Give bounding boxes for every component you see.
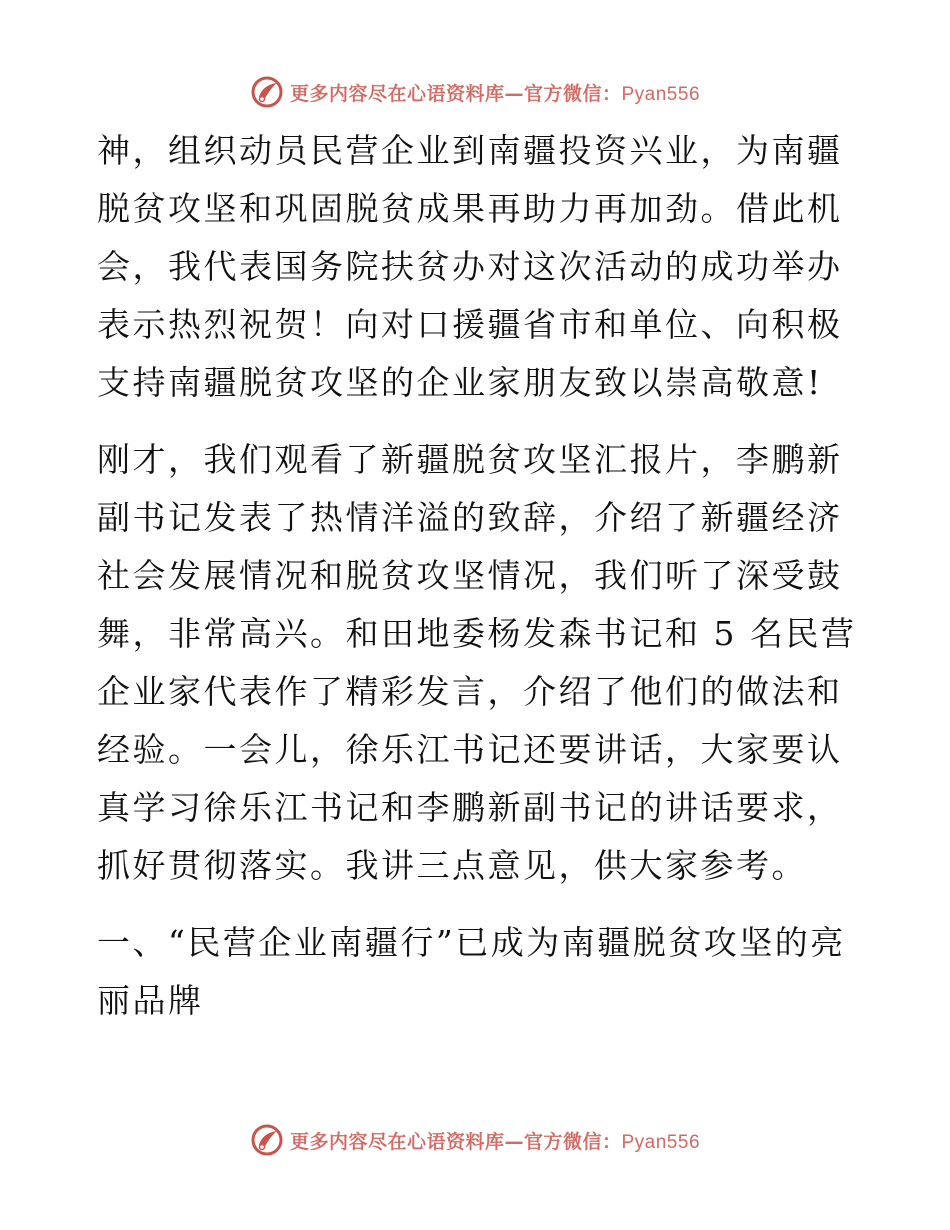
brand-logo-icon xyxy=(250,1123,284,1157)
header-watermark xyxy=(0,72,950,112)
footer-watermark xyxy=(0,1120,950,1160)
watermark-text: 更多内容尽在心语资料库—官方微信：Pyan556 xyxy=(289,82,701,105)
paragraph-1: 神，组织动员民营企业到南疆投资兴业，为南疆脱贫攻坚和巩固脱贫成果再助力再加劲。借此机会，我代表国务院扶贫办对这次活动的成功举办表示热烈祝贺！向对口援疆省市和单位、向积极支持南疆脱贫攻坚的企业家朋友致以崇高敬意! xyxy=(97,131,843,402)
section-heading: 一、“民营企业南疆行”已成为南疆脱贫攻坚的亮丽品牌 xyxy=(97,923,846,1020)
document-body xyxy=(97,122,857,1030)
paragraph-2: 刚才，我们观看了新疆脱贫攻坚汇报片，李鹏新副书记发表了热情洋溢的致辞，介绍了新疆经济社会发展情况和脱贫攻坚情况，我们听了深受鼓舞，非常高兴。和田地委杨发森书记和 5 名民营企业家代表作了精彩发言，介绍了他们的做法和经验。一会儿，徐乐江书记还要讲话，大家要认真学习徐乐江书记和李鹏新副书记的讲话要求，抓好贯彻落实。我讲三点意见，供大家参考。 xyxy=(97,440,857,885)
watermark-text: 更多内容尽在心语资料库—官方微信：Pyan556 xyxy=(289,1130,701,1153)
brand-logo-icon xyxy=(250,75,284,109)
